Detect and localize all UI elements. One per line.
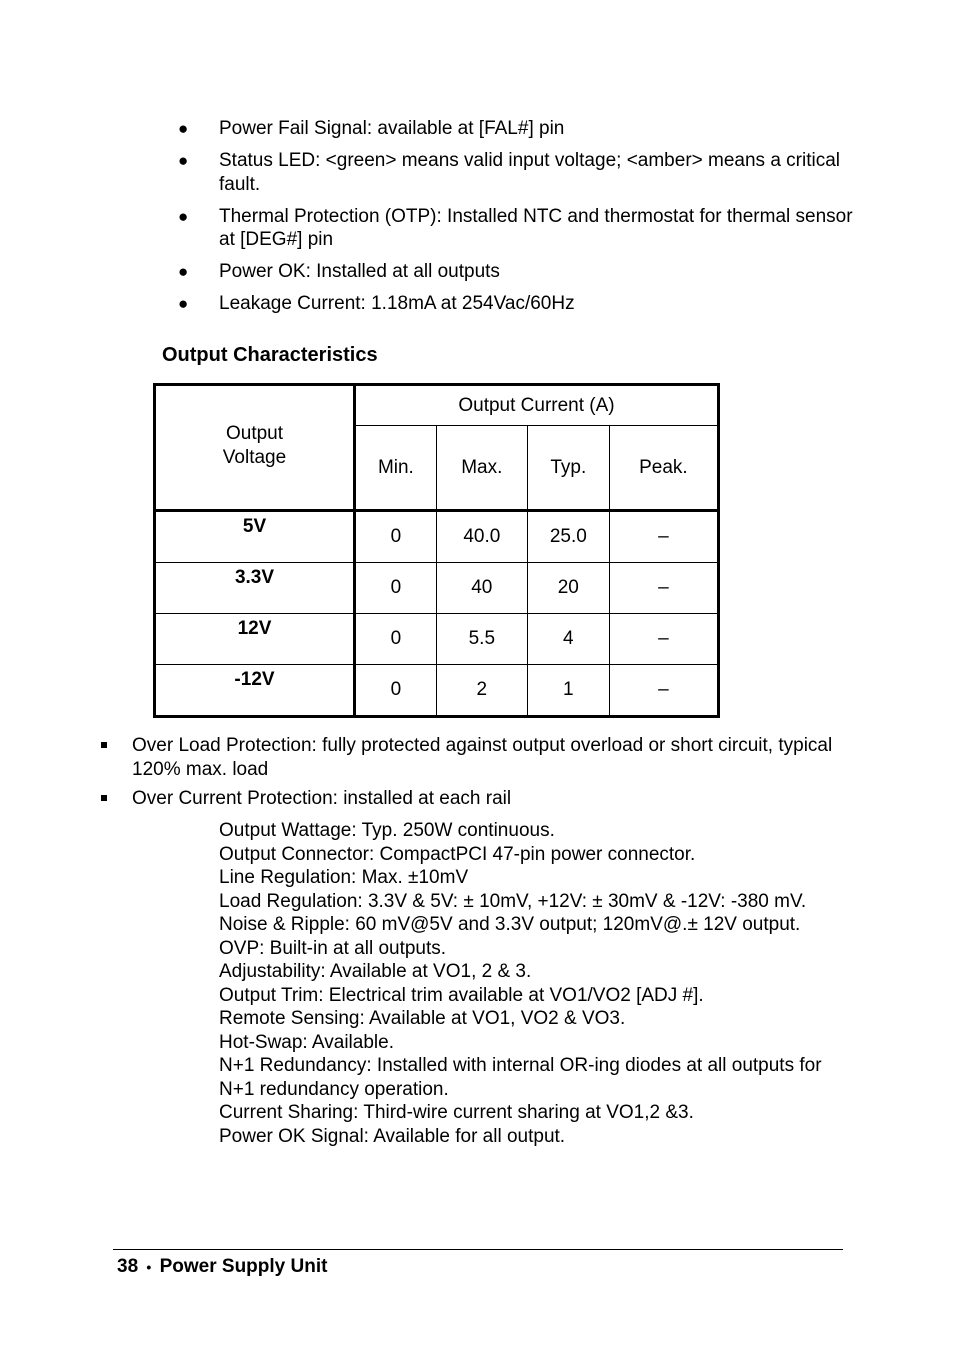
list-item bbox=[98, 734, 838, 781]
cell-peak: – bbox=[609, 563, 718, 614]
cell-min: 0 bbox=[355, 614, 437, 665]
bullet-text: Power OK: Installed at all outputs bbox=[219, 261, 500, 282]
cell-max: 40 bbox=[436, 563, 527, 614]
spec-line: Noise & Ripple: 60 mV@5V and 3.3V output; 120mV@.± 12V output. bbox=[219, 914, 801, 935]
header-max: Max. bbox=[436, 426, 527, 511]
bullet-text: Over Current Protection: installed at each rail bbox=[132, 788, 512, 809]
table-row bbox=[155, 614, 719, 665]
list-item bbox=[178, 292, 858, 316]
spec-line: N+1 Redundancy: Installed with internal OR-ing diodes at all outputs for N+1 redundancy operation. bbox=[219, 1055, 822, 1100]
cell-peak: – bbox=[609, 511, 718, 563]
square-bullet-icon bbox=[101, 742, 107, 748]
table-row bbox=[155, 563, 719, 614]
bullet-icon: ● bbox=[178, 294, 189, 313]
cell-typ: 25.0 bbox=[527, 511, 609, 563]
cell-min: 0 bbox=[355, 665, 437, 717]
table-header-row bbox=[155, 385, 719, 426]
cell-peak: – bbox=[609, 665, 718, 717]
bullet-icon: ● bbox=[178, 119, 189, 138]
cell-typ: 4 bbox=[527, 614, 609, 665]
spec-line: Current Sharing: Third-wire current sharing at VO1,2 &3. bbox=[219, 1102, 694, 1123]
bullet-text: Status LED: <green> means valid input voltage; <amber> means a critical fault. bbox=[219, 150, 841, 195]
header-output-voltage bbox=[155, 385, 355, 511]
header-output-current: Output Current (A) bbox=[355, 385, 719, 426]
spec-line: Output Trim: Electrical trim available at VO1/VO2 [ADJ #]. bbox=[219, 984, 704, 1006]
spec-list bbox=[219, 819, 849, 1148]
spec-line: OVP: Built-in at all outputs. bbox=[219, 937, 447, 959]
cell-voltage: 5V bbox=[155, 511, 355, 563]
square-bullet-icon bbox=[101, 795, 107, 801]
cell-typ: 1 bbox=[527, 665, 609, 717]
bullet-text: Power Fail Signal: available at [FAL#] pin bbox=[219, 118, 565, 139]
cell-max: 40.0 bbox=[436, 511, 527, 563]
list-item bbox=[98, 787, 838, 811]
cell-peak: – bbox=[609, 614, 718, 665]
bullet-icon: ● bbox=[178, 262, 189, 281]
cell-voltage: -12V bbox=[155, 665, 355, 717]
bullet-text: Over Load Protection: fully protected against output overload or short circuit, typical 120% max. load bbox=[132, 735, 833, 780]
bullet-icon: ● bbox=[178, 151, 189, 170]
header-output-voltage-label: Output Voltage bbox=[222, 423, 287, 468]
feature-bullet-list bbox=[178, 117, 858, 324]
spec-line: Load Regulation: 3.3V & 5V: ± 10mV, +12V: ± 30mV & -12V: -380 mV. bbox=[219, 890, 807, 912]
spec-line: Output Connector: CompactPCI 47-pin power connector. bbox=[219, 843, 696, 865]
spec-line: Power OK Signal: Available for all output. bbox=[219, 1125, 566, 1147]
header-typ: Typ. bbox=[527, 426, 609, 511]
cell-max: 5.5 bbox=[436, 614, 527, 665]
spec-line: Line Regulation: Max. ±10mV bbox=[219, 867, 469, 888]
table-row bbox=[155, 665, 719, 717]
list-item bbox=[178, 205, 858, 252]
cell-min: 0 bbox=[355, 511, 437, 563]
section-title: Output Characteristics bbox=[162, 344, 378, 366]
cell-voltage: 12V bbox=[155, 614, 355, 665]
cell-min: 0 bbox=[355, 563, 437, 614]
footer-separator-icon: • bbox=[146, 1259, 152, 1275]
page-footer bbox=[117, 1255, 327, 1280]
footer-section-title: Power Supply Unit bbox=[159, 1256, 328, 1277]
table-row bbox=[155, 511, 719, 563]
output-characteristics-table bbox=[153, 383, 720, 718]
protection-bullet-list bbox=[98, 734, 838, 817]
list-item bbox=[178, 260, 858, 284]
cell-typ: 20 bbox=[527, 563, 609, 614]
bullet-text: Leakage Current: 1.18mA at 254Vac/60Hz bbox=[219, 293, 575, 314]
list-item bbox=[178, 149, 858, 196]
header-min: Min. bbox=[355, 426, 437, 511]
footer-divider bbox=[113, 1249, 843, 1250]
cell-max: 2 bbox=[436, 665, 527, 717]
page-number: 38 bbox=[117, 1256, 139, 1277]
header-peak: Peak. bbox=[609, 426, 718, 511]
bullet-icon: ● bbox=[178, 206, 189, 226]
spec-line: Remote Sensing: Available at VO1, VO2 & VO3. bbox=[219, 1008, 626, 1029]
list-item bbox=[178, 117, 858, 141]
spec-line: Hot-Swap: Available. bbox=[219, 1031, 394, 1053]
cell-voltage: 3.3V bbox=[155, 563, 355, 614]
spec-line: Output Wattage: Typ. 250W continuous. bbox=[219, 820, 555, 841]
bullet-text: Thermal Protection (OTP): Installed NTC and thermostat for thermal sensor at [DEG#] pin bbox=[219, 205, 853, 250]
spec-line: Adjustability: Available at VO1, 2 & 3. bbox=[219, 961, 532, 982]
